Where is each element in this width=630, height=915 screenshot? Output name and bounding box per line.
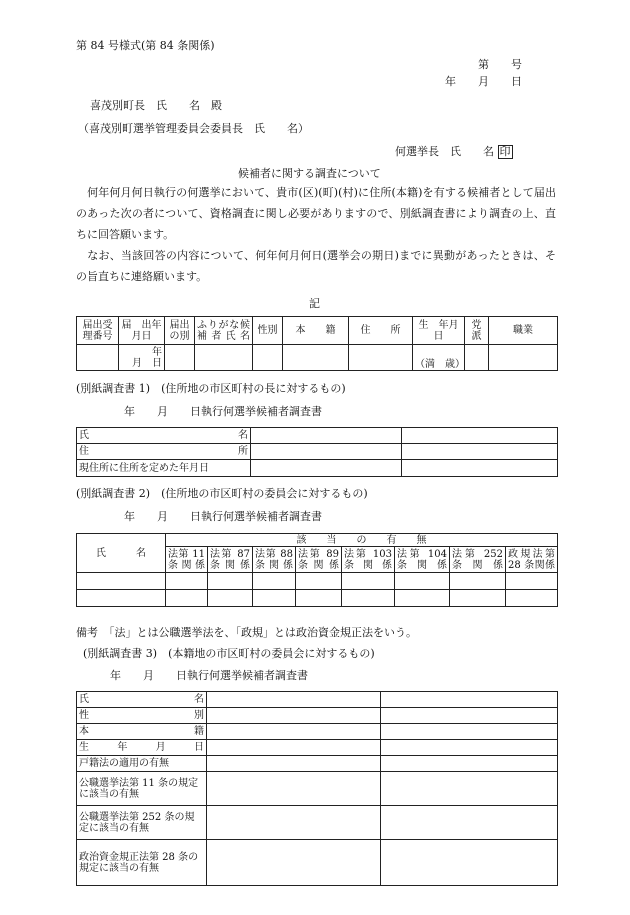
sheet1-label-address: 住 所 [77,444,251,460]
sheet2-col-art88: 法第 88条関係 [253,547,296,573]
seal-mark: 印 [499,145,511,158]
remarks-note: 備考 「法」とは公職選挙法を、「政規」とは政治資金規正法をいう。 [76,626,417,639]
sheet3-label-art11: 公職選挙法第 11 条の規定に該当の有無 [77,772,207,806]
sheet3-row [77,724,558,740]
sheet1-label-name: 氏 名 [77,428,251,444]
sender-line [395,145,513,159]
sheet2-table [76,533,558,607]
cell-birth-date: （満 歳） [413,345,465,371]
sheet3-label-sex: 性 別 [77,708,207,724]
sheet3-label-name: 氏 名 [77,692,207,708]
filing-date-month-day: 月 日 [132,357,162,369]
header-domicile: 本 籍 [283,317,349,345]
sheet3-title: 年 月 日執行何選挙候補者調査書 [110,669,308,682]
sheet2-col-art87: 法第 87条関係 [208,547,253,573]
body-paragraph-2: なお、当該回答の内容について、何年何月何日(選挙会の期日)までに異動があったときは、その旨直ちに連絡願います。 [76,249,556,283]
addressee-committee: （喜茂別町選挙管理委員会委員長 氏 名） [78,122,309,135]
sender-label: 何選挙長 氏 名 [395,145,494,158]
sheet3-row [77,740,558,756]
ki-mark: 記 [309,297,320,310]
cell-sex [253,345,283,371]
sheet2-group-row [77,534,558,547]
sheet2-col-seiki28: 政規法第 28 条関係 [506,547,558,573]
sheet2-title: 年 月 日執行何選挙候補者調査書 [124,510,322,523]
sheet3-label-seiki28: 政治資金規正法第 28 条の規定に該当の有無 [77,840,207,886]
candidate-table-row [77,345,558,371]
sheet1-title: 年 月 日執行何選挙候補者調査書 [124,405,322,418]
sheet2-col-art89: 法第 89条関係 [296,547,342,573]
header-candidate-name: ふりがな候補者氏名 [195,317,253,345]
cell-party [465,345,489,371]
sheet3-caption: (別紙調査書 3) (本籍地の市区町村の委員会に対するもの) [83,647,375,660]
filing-date-year: 年 [152,346,162,358]
document-date: 年 月 日 [445,75,522,88]
sheet3-table [76,691,558,886]
body-paragraph-1: 何年何月何日執行の何選挙において、貴市(区)(町)(村)に住所(本籍)を有する候補者として届出のあった次の者について、資格調査に関し必要がありますので、別紙調査書により調査の上、直ちに回答願います。 [76,186,556,241]
sheet2-name-header: 氏 名 [77,534,166,573]
header-occupation: 職業 [489,317,558,345]
header-birth-date: 生 年月 日 [413,317,465,345]
sheet2-col-art104: 法第 104条関係 [395,547,450,573]
cell-domicile [283,345,349,371]
header-party: 党派 [465,317,489,345]
header-filing-date: 届 出年月日 [119,317,165,345]
header-address: 住 所 [349,317,413,345]
cell-filing-date [119,345,165,371]
cell-candidate-name [195,345,253,371]
sheet3-row [77,840,558,886]
sheet1-row [77,428,558,444]
candidate-table-header [77,317,558,345]
sheet2-col-art11: 法第 11条関係 [166,547,208,573]
sheet1-table [76,427,558,477]
header-filing-type: 届出の別 [165,317,195,345]
cell-filing-type [165,345,195,371]
sheet3-row [77,708,558,724]
sheet1-row [77,460,558,477]
header-receipt-number: 届出受理番号 [77,317,119,345]
sheet3-row [77,806,558,840]
sheet3-row [77,756,558,772]
sheet2-data-row [77,573,558,590]
sheet3-row [77,772,558,806]
document-title: 候補者に関する調査について [238,167,381,180]
sheet1-row [77,444,558,460]
sheet1-label-residence-date: 現住所に住所を定めた年月日 [77,460,251,477]
document-number: 第 号 [478,58,522,71]
sheet3-label-domicile: 本 籍 [77,724,207,740]
sheet2-col-art103: 法第 103条関係 [342,547,395,573]
sheet2-data-row [77,590,558,607]
header-sex: 性別 [253,317,283,345]
cell-occupation [489,345,558,371]
sheet2-group-header: 該 当 の 有 無 [166,534,558,547]
sheet2-caption: (別紙調査書 2) (住所地の市区町村の委員会に対するもの) [76,487,368,500]
form-number: 第 84 号様式(第 84 条関係) [76,39,215,52]
sheet3-label-art252: 公職選挙法第 252 条の規定に該当の有無 [77,806,207,840]
sheet3-row [77,692,558,708]
sheet3-label-birth-date: 生 年 月 日 [77,740,207,756]
candidate-table [76,316,558,371]
cell-receipt-number [77,345,119,371]
cell-address [349,345,413,371]
sheet1-caption: (別紙調査書 1) (住所地の市区町村の長に対するもの) [76,382,346,395]
sheet3-label-family-register: 戸籍法の適用の有無 [77,756,207,772]
addressee-mayor: 喜茂別町長 氏 名 殿 [90,99,222,112]
sheet2-col-art252: 法第 252条関係 [450,547,506,573]
